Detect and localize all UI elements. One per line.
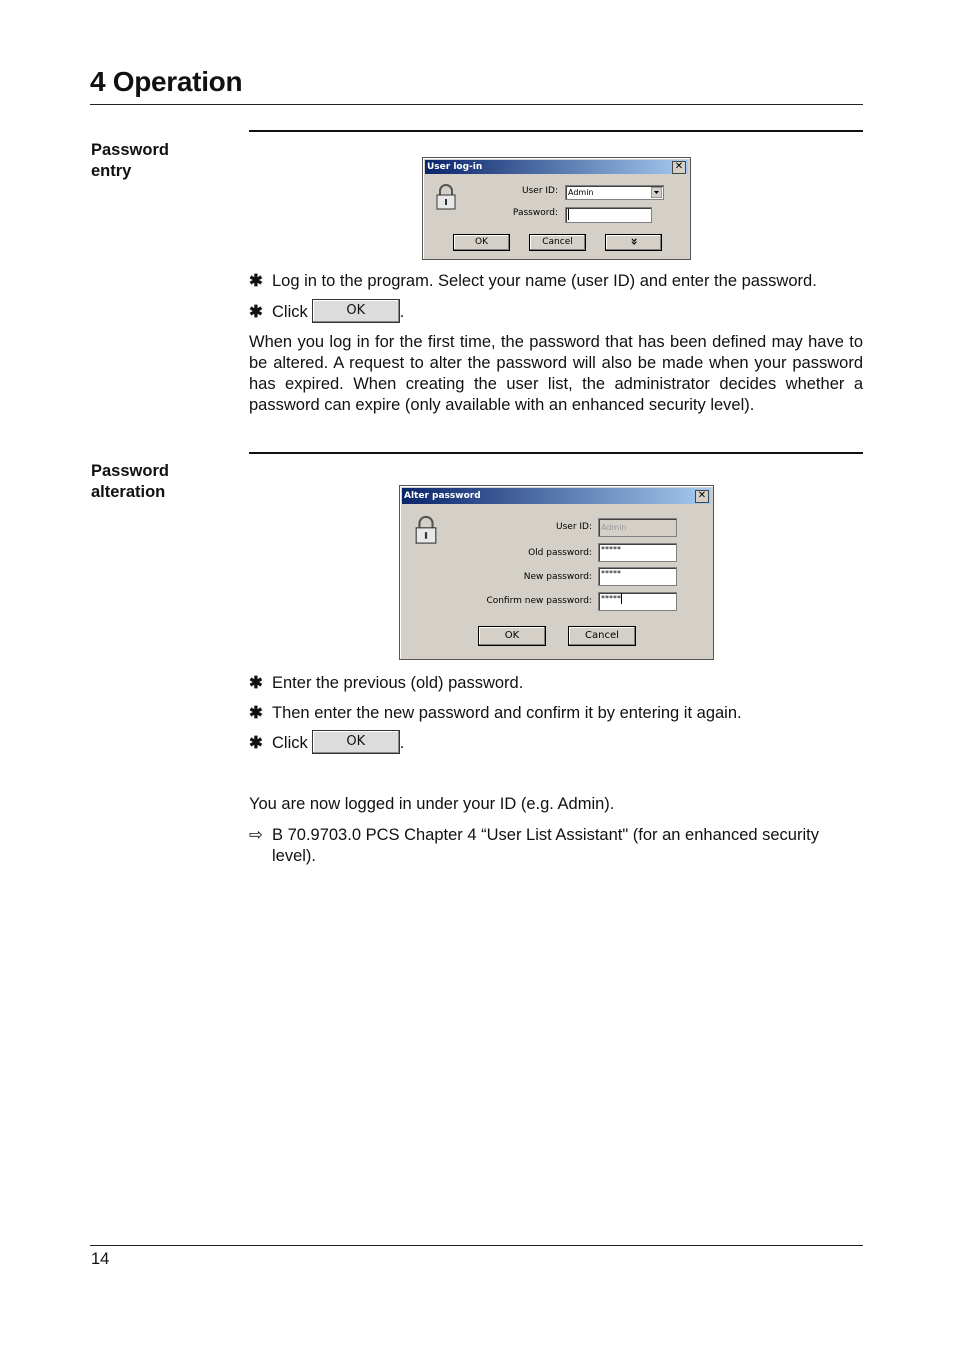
new-password-input[interactable]: *****: [598, 567, 677, 586]
userid-label: User ID:: [522, 186, 558, 196]
dialog-title: User log-in: [427, 162, 483, 172]
reference-note: [249, 825, 863, 867]
bullet-icon: ✱: [249, 674, 263, 692]
bullet-text: Click OK .: [272, 302, 404, 323]
confirm-password-label: Confirm new password:: [486, 596, 592, 606]
userid-label: User ID:: [556, 522, 592, 532]
section-heading-line: Password: [91, 141, 169, 159]
cancel-button[interactable]: Cancel: [568, 626, 636, 646]
page-number: 14: [91, 1250, 110, 1268]
instruction-bullet: [249, 302, 863, 323]
click-text: Click: [272, 734, 308, 752]
instruction-bullet: [249, 703, 863, 724]
padlock-icon: [435, 184, 457, 210]
bullet-icon: ✱: [249, 704, 263, 722]
old-password-input[interactable]: *****: [598, 543, 677, 562]
expand-button[interactable]: [605, 234, 662, 251]
confirm-password-input[interactable]: [598, 592, 677, 611]
alter-password-dialog: [399, 485, 714, 660]
userid-select[interactable]: [565, 185, 664, 200]
footer-rule: [90, 1245, 863, 1246]
section-rule-alteration: [249, 452, 863, 454]
userid-field: Admin: [598, 518, 677, 537]
password-input[interactable]: [565, 207, 652, 223]
close-icon[interactable]: ✕: [695, 490, 709, 503]
double-chevron-down-icon: »: [626, 237, 641, 246]
section-heading-entry: [91, 140, 221, 182]
section-heading-alteration: [91, 461, 221, 503]
close-icon[interactable]: ✕: [672, 161, 686, 174]
dialog-titlebar: [402, 488, 711, 504]
bullet-text: Enter the previous (old) password.: [272, 674, 524, 692]
header-rule: [90, 104, 863, 105]
text-cursor: [621, 593, 622, 604]
user-login-dialog: [422, 157, 691, 260]
chapter-title: 4 Operation: [90, 66, 243, 97]
instruction-bullet: [249, 733, 863, 754]
cancel-button[interactable]: Cancel: [529, 234, 586, 251]
old-password-label: Old password:: [528, 548, 592, 558]
section-heading-line: alteration: [91, 483, 166, 501]
section-heading-line: Password: [91, 462, 169, 480]
confirm-password-value: *****: [601, 594, 621, 603]
new-password-label: New password:: [523, 572, 592, 582]
dialog-titlebar: [425, 160, 688, 174]
instruction-bullet: [249, 271, 863, 292]
bullet-icon: ✱: [249, 303, 263, 321]
arrow-right-icon: ⇨: [249, 826, 263, 844]
section-heading-line: entry: [91, 162, 132, 180]
password-label: Password:: [512, 208, 558, 218]
bullet-text: Click OK .: [272, 733, 404, 754]
padlock-icon: [414, 515, 438, 545]
chevron-down-icon[interactable]: [651, 187, 662, 198]
info-paragraph: When you log in for the first time, the password that has been defined may have to be altered. A request to alter the password will also be made when your password has expired. When creating the user list, the administrator decides whether a password can expire (only available with an enhanced security level).: [249, 333, 863, 414]
text-cursor: [568, 209, 569, 220]
bullet-text: Log in to the program. Select your name (user ID) and enter the password.: [272, 272, 817, 290]
logged-in-note: You are now logged in under your ID (e.g. Admin).: [249, 795, 615, 813]
instruction-bullet: [249, 673, 863, 694]
click-text: Click: [272, 303, 308, 321]
bullet-text: Then enter the new password and confirm it by entering it again.: [272, 704, 742, 722]
ok-button-illustration: OK: [312, 730, 400, 754]
bullet-icon: ✱: [249, 272, 263, 290]
ok-button[interactable]: OK: [478, 626, 546, 646]
section-rule-entry: [249, 130, 863, 132]
ok-button[interactable]: OK: [453, 234, 510, 251]
userid-value: Admin: [568, 188, 594, 197]
bullet-icon: ✱: [249, 734, 263, 752]
reference-text[interactable]: B 70.9703.0 PCS Chapter 4 “User List Assistant" (for an enhanced security level).: [272, 826, 819, 865]
dialog-title: Alter password: [404, 491, 481, 501]
ok-button-illustration: OK: [312, 299, 400, 323]
